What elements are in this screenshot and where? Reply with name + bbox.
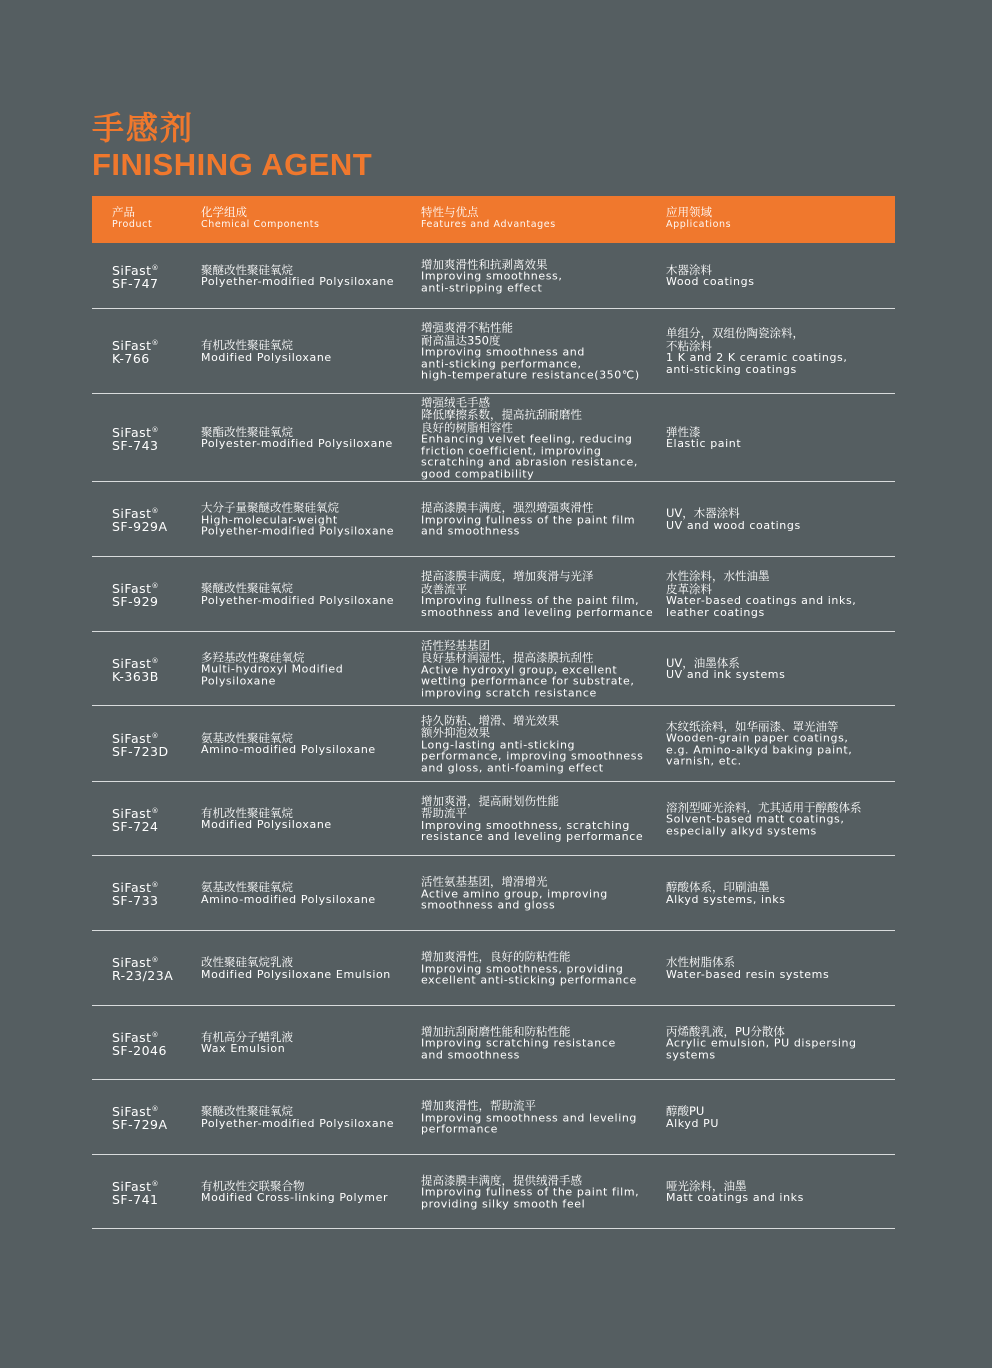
features-cell: 增加爽滑性，良好的防粘性能 Improving smoothness, providing excellent anti-sticking performance: [421, 949, 637, 987]
product-cell: [112, 879, 159, 907]
features-cell: 增加爽滑性和抗剥离效果 Improving smoothness, anti-stripping effect: [421, 256, 563, 294]
table-row: [92, 243, 895, 309]
applications-cell: 哑光涂料，油墨 Matt coatings and inks: [666, 1178, 804, 1204]
features-cell: 增加爽滑性，帮助流平 Improving smoothness and leveling performance: [421, 1098, 638, 1136]
table-row: [92, 632, 895, 706]
table-row: [92, 1080, 895, 1155]
model-number: SF-729A: [112, 1117, 168, 1133]
product-cell: [112, 1103, 168, 1131]
model-number: SF-741: [112, 1191, 159, 1207]
product-cell: [112, 1177, 159, 1205]
product-cell: [112, 729, 169, 757]
product-table: [92, 243, 895, 1229]
product-cell: [112, 654, 159, 682]
table-row: [92, 309, 895, 394]
chemical-cell: 大分子量聚醚改性聚硅氧烷 High-molecular-weight Polyether-modified Polysiloxane: [201, 500, 395, 538]
product-cell: [112, 1028, 167, 1056]
model-number: R-23/23A: [112, 968, 174, 984]
applications-cell: 水性涂料，水性油墨 皮革涂料 Water-based coatings and inks, leather coatings: [666, 569, 857, 619]
brand-name: SiFast®: [112, 262, 160, 278]
chemical-cell: 有机改性交联聚合物 Modified Cross-linking Polymer: [201, 1178, 389, 1204]
table-row: [92, 1006, 895, 1080]
applications-cell: 弹性漆 Elastic paint: [666, 424, 742, 450]
features-cell: 活性氨基基团，增滑增光 Active amino group, improving smoothness and gloss: [421, 874, 608, 912]
product-cell: [112, 580, 159, 608]
product-cell: [112, 337, 159, 365]
chemical-cell: 改性聚硅氧烷乳液 Modified Polysiloxane Emulsion: [201, 955, 391, 981]
chemical-cell: 氨基改性聚硅氧烷 Amino-modified Polysiloxane: [201, 880, 376, 906]
model-number: SF-733: [112, 893, 159, 909]
chemical-cell: 聚醚改性聚硅氧烷 Polyether-modified Polysiloxane: [201, 581, 395, 607]
brand-name: SiFast®: [112, 424, 160, 440]
chemical-cell: 聚酯改性聚硅氧烷 Polyester-modified Polysiloxane: [201, 424, 393, 450]
features-cell: 增加抗刮耐磨性能和防粘性能 Improving scratching resistance and smoothness: [421, 1023, 616, 1061]
table-row: [92, 706, 895, 782]
brand-name: SiFast®: [112, 1029, 160, 1045]
model-number: SF-2046: [112, 1042, 167, 1058]
table-row: [92, 394, 895, 482]
applications-cell: 水性树脂体系 Water-based resin systems: [666, 955, 830, 981]
product-cell: [112, 261, 159, 289]
model-number: SF-724: [112, 818, 159, 834]
brand-name: SiFast®: [112, 506, 160, 522]
product-cell: [112, 505, 168, 533]
applications-cell: 丙烯酸乳液，PU分散体 Acrylic emulsion, PU dispersing systems: [666, 1023, 857, 1061]
features-cell: 增强爽滑不粘性能 耐高温达350度 Improving smoothness and anti-sticking performance, high-temperature resistance(350℃): [421, 320, 640, 382]
applications-cell: 单组分，双组份陶瓷涂料， 不粘涂料 1 K and 2 K ceramic coatings, anti-sticking coatings: [666, 326, 848, 376]
chemical-cell: 有机改性聚硅氧烷 Modified Polysiloxane: [201, 338, 332, 364]
chemical-cell: 多羟基改性聚硅氧烷 Multi-hydroxyl Modified Polysiloxane: [201, 649, 344, 687]
model-number: K-766: [112, 351, 150, 367]
features-cell: 提高漆膜丰满度，强烈增强爽滑性 Improving fullness of the paint film and smoothness: [421, 500, 636, 538]
table-header: [92, 196, 895, 243]
features-cell: 持久防粘、增滑、增光效果 额外抑泡效果 Long-lasting anti-sticking performance, improving smoothness and gloss, anti-foaming effect: [421, 712, 644, 774]
product-cell: [112, 954, 173, 982]
chemical-cell: 氨基改性聚硅氧烷 Amino-modified Polysiloxane: [201, 730, 376, 756]
chemical-cell: 聚醚改性聚硅氧烷 Polyether-modified Polysiloxane: [201, 262, 395, 288]
chemical-cell: 有机改性聚硅氧烷 Modified Polysiloxane: [201, 805, 332, 831]
table-row: [92, 782, 895, 856]
model-number: SF-743: [112, 437, 159, 453]
header-chemical: 化学组成 Chemical Components: [201, 205, 320, 230]
header-applications: 应用领域 Applications: [666, 205, 732, 230]
product-cell: [112, 423, 159, 451]
table-row: [92, 1155, 895, 1229]
brand-name: SiFast®: [112, 880, 160, 896]
model-number: SF-929: [112, 594, 159, 610]
applications-cell: UV，木器涂料 UV and wood coatings: [666, 506, 801, 532]
model-number: SF-929A: [112, 519, 168, 535]
applications-cell: UV，油墨体系 UV and ink systems: [666, 655, 786, 681]
page-title-en: FINISHING AGENT: [92, 147, 373, 182]
brand-name: SiFast®: [112, 1178, 160, 1194]
chemical-cell: 聚醚改性聚硅氧烷 Polyether-modified Polysiloxane: [201, 1104, 395, 1130]
table-row: [92, 557, 895, 632]
applications-cell: 溶剂型哑光涂料，尤其适用于醇酸体系 Solvent-based matt coatings, especially alkyd systems: [666, 799, 862, 837]
header-product: 产品 Product: [112, 205, 153, 230]
features-cell: 提高漆膜丰满度，提供绒滑手感 Improving fullness of the paint film, providing silky smooth feel: [421, 1172, 640, 1210]
brand-name: SiFast®: [112, 655, 160, 671]
features-cell: 增强绒毛手感 降低摩擦系数，提高抗刮耐磨性 良好的树脂相容性 Enhancing velvet feeling, reducing friction coefficient, improving scratching and abrasion resistance, good compatibility: [421, 394, 638, 480]
table-row: [92, 482, 895, 557]
brand-name: SiFast®: [112, 730, 160, 746]
applications-cell: 醇酸体系，印刷油墨 Alkyd systems, inks: [666, 880, 786, 906]
chemical-cell: 有机高分子蜡乳液 Wax Emulsion: [201, 1029, 293, 1055]
features-cell: 增加爽滑，提高耐划伤性能 帮助流平 Improving smoothness, scratching resistance and leveling performance: [421, 793, 644, 843]
header-features: 特性与优点 Features and Advantages: [421, 205, 556, 230]
brand-name: SiFast®: [112, 1104, 160, 1120]
brand-name: SiFast®: [112, 955, 160, 971]
table-row: [92, 856, 895, 931]
model-number: K-363B: [112, 668, 159, 684]
applications-cell: 醇酸PU Alkyd PU: [666, 1104, 720, 1130]
page-title-zh: 手感剂: [92, 109, 195, 147]
table-row: [92, 931, 895, 1006]
features-cell: 活性羟基基团 良好基材润湿性，提高漆膜抗刮性 Active hydroxyl group, excellent wetting performance for substrate, improving scratch resistance: [421, 637, 635, 699]
brand-name: SiFast®: [112, 338, 160, 354]
applications-cell: 木器涂料 Wood coatings: [666, 262, 755, 288]
features-cell: 提高漆膜丰满度，增加爽滑与光泽 改善流平 Improving fullness of the paint film, smoothness and leveling performance: [421, 569, 654, 619]
applications-cell: 木纹纸涂料，如华丽漆、罩光油等 Wooden-grain paper coatings, e.g. Amino-alkyd baking paint, varnish, etc.: [666, 719, 853, 768]
brand-name: SiFast®: [112, 581, 160, 597]
model-number: SF-723D: [112, 743, 169, 759]
product-cell: [112, 804, 159, 832]
brand-name: SiFast®: [112, 805, 160, 821]
model-number: SF-747: [112, 275, 159, 291]
